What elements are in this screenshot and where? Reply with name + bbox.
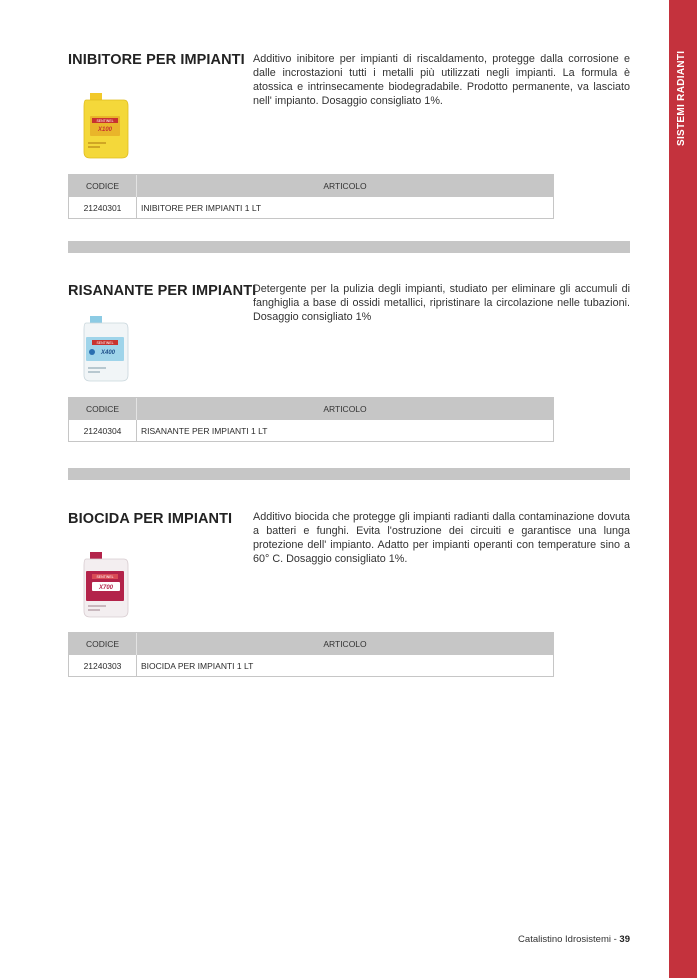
- header-articolo: ARTICOLO: [323, 181, 367, 191]
- cell-article: BIOCIDA PER IMPIANTI 1 LT: [141, 660, 254, 671]
- header-articolo: ARTICOLO: [323, 639, 367, 649]
- cell-article: RISANANTE PER IMPIANTI 1 LT: [141, 425, 268, 436]
- cell-code: 21240304: [69, 420, 137, 441]
- product-table: [68, 174, 554, 219]
- page-footer: [0, 934, 630, 945]
- product-bottle-image: [80, 549, 132, 619]
- header-codice: CODICE: [69, 633, 137, 655]
- sidebar-band: [669, 0, 697, 978]
- product-model-text: X100: [97, 127, 113, 133]
- section-description: Additivo biocida che protegge gli impianti radianti dalla contaminazione dovuta a batteri e funghi. Evita l'ostruzione dei circuiti e garantisce una lunga protezione dell' impianto. Adatto per impianti operanti con temperature sino a 60° C. Dosaggio consigliato 1%.: [253, 511, 630, 565]
- header-articolo: ARTICOLO: [323, 404, 367, 414]
- table-header: [69, 633, 553, 655]
- product-table: [68, 397, 554, 442]
- section-divider: [68, 468, 630, 480]
- section-title: RISANANTE PER IMPIANTI: [68, 283, 257, 299]
- cell-code: 21240301: [69, 197, 137, 218]
- table-header: [69, 398, 553, 420]
- section-description: Additivo inibitore per impianti di riscaldamento, protegge dalla corrosione e dalle incrostazioni tutti i metalli più utilizzati negli impianti. La formula è atossica e intrinsecamente biodegradabile. Prodotto permanente, va lasciato nell' impianto. Dosaggio consigliato 1%.: [253, 53, 630, 107]
- section-title: INIBITORE PER IMPIANTI: [68, 52, 245, 68]
- product-bottle-image: [80, 313, 132, 383]
- product-model-text: X700: [98, 585, 114, 591]
- table-header: [69, 175, 553, 197]
- product-brand-text: SENTINEL: [96, 119, 114, 123]
- sidebar-label: SISTEMI RADIANTI: [676, 50, 687, 146]
- product-model-text: X400: [100, 350, 116, 356]
- header-codice: CODICE: [69, 175, 137, 197]
- product-brand-text: SENTINEL: [96, 575, 114, 579]
- section-title: BIOCIDA PER IMPIANTI: [68, 511, 233, 527]
- footer-catalog: Catalistino Idrosistemi -: [518, 934, 620, 945]
- product-bottle-image: [80, 90, 132, 160]
- cell-code: 21240303: [69, 655, 137, 676]
- header-codice: CODICE: [69, 398, 137, 420]
- product-table: [68, 632, 554, 677]
- table-row: [69, 420, 553, 441]
- product-brand-text: SENTINEL: [96, 341, 114, 345]
- table-row: [69, 655, 553, 676]
- section-divider: [68, 241, 630, 253]
- page-number: 39: [619, 934, 630, 945]
- table-row: [69, 197, 553, 218]
- cell-article: INIBITORE PER IMPIANTI 1 LT: [141, 202, 262, 213]
- section-description: Detergente per la pulizia degli impianti, studiato per eliminare gli accumuli di fanghiglia a base di ossidi metallici, ripristinare la circolazione nelle tubazioni. Dosaggio consigliato 1%: [253, 283, 630, 323]
